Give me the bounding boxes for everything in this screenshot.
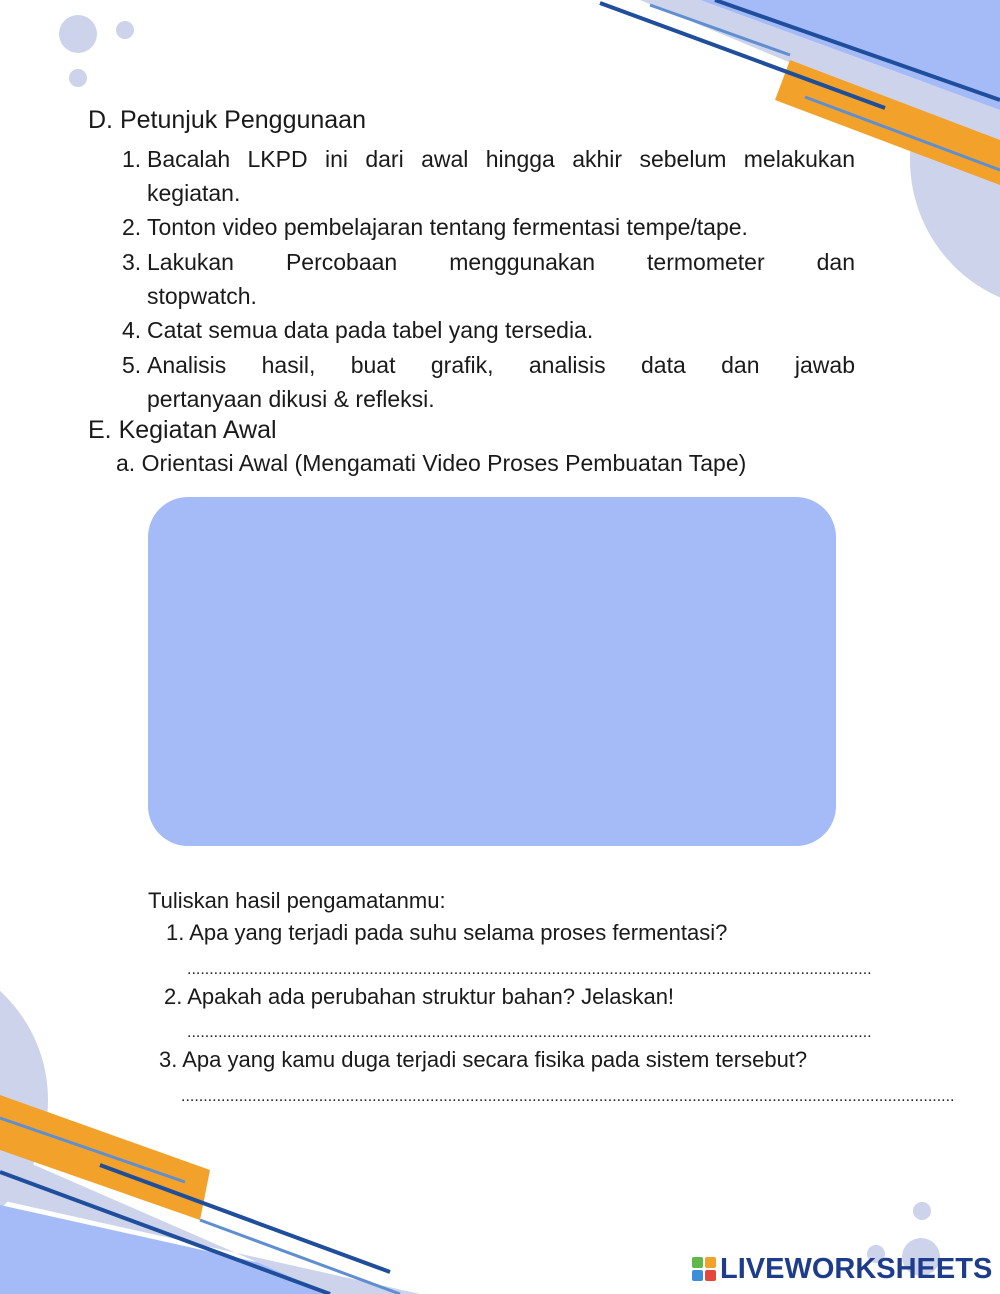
list-number: 5. — [122, 352, 142, 378]
list-item — [122, 142, 855, 210]
list-number: 1. — [122, 146, 142, 172]
list-text-line1: Analisis hasil, buat grafik, analisis data dan jawab — [147, 352, 855, 378]
logo-mark-icon — [692, 1256, 718, 1282]
list-item — [122, 313, 855, 347]
observation-prompt: Tuliskan hasil pengamatanmu: — [148, 888, 446, 913]
list-number: 2. — [122, 214, 142, 240]
answer-field-1[interactable]: .......................................................................................................................................................... — [187, 961, 872, 978]
list-item — [122, 348, 855, 416]
section-e-heading: E. Kegiatan Awal — [88, 416, 277, 444]
section-e-subheading: a. Orientasi Awal (Mengamati Video Proses Pembuatan Tape) — [116, 450, 747, 476]
video-placeholder[interactable] — [148, 497, 836, 846]
list-item — [122, 210, 855, 244]
list-text-line1: Tonton video pembelajaran tentang fermentasi tempe/tape. — [147, 214, 748, 240]
list-text-line1: Bacalah LKPD ini dari awal hingga akhir sebelum melakukan — [147, 146, 855, 172]
deco-dot — [59, 15, 97, 53]
deco-dot — [913, 1202, 931, 1220]
question-1: 1. Apa yang terjadi pada suhu selama proses fermentasi? — [166, 920, 728, 945]
list-text-line2: kegiatan. — [147, 180, 241, 206]
question-2: 2. Apakah ada perubahan struktur bahan? Jelaskan! — [164, 984, 675, 1009]
answer-field-3[interactable]: .............................................................................................................................................................................. — [181, 1088, 955, 1105]
list-text-line1: Catat semua data pada tabel yang tersedia. — [147, 317, 594, 343]
list-number: 3. — [122, 249, 142, 275]
deco-dot — [69, 69, 87, 87]
list-number: 4. — [122, 317, 142, 343]
deco-dot — [116, 21, 134, 39]
logo-text: LIVEWORKSHEETS — [720, 1252, 993, 1285]
list-text-line2: stopwatch. — [147, 283, 257, 309]
list-text-line1: Lakukan Percobaan menggunakan termometer dan — [147, 249, 855, 275]
answer-field-2[interactable]: .......................................................................................................................................................... — [187, 1024, 872, 1041]
liveworksheets-logo — [692, 1251, 992, 1287]
list-item — [122, 245, 855, 313]
list-text-line2: pertanyaan dikusi & refleksi. — [147, 386, 435, 412]
section-d-heading: D. Petunjuk Penggunaan — [88, 106, 366, 134]
question-3: 3. Apa yang kamu duga terjadi secara fisika pada sistem tersebut? — [159, 1047, 808, 1072]
